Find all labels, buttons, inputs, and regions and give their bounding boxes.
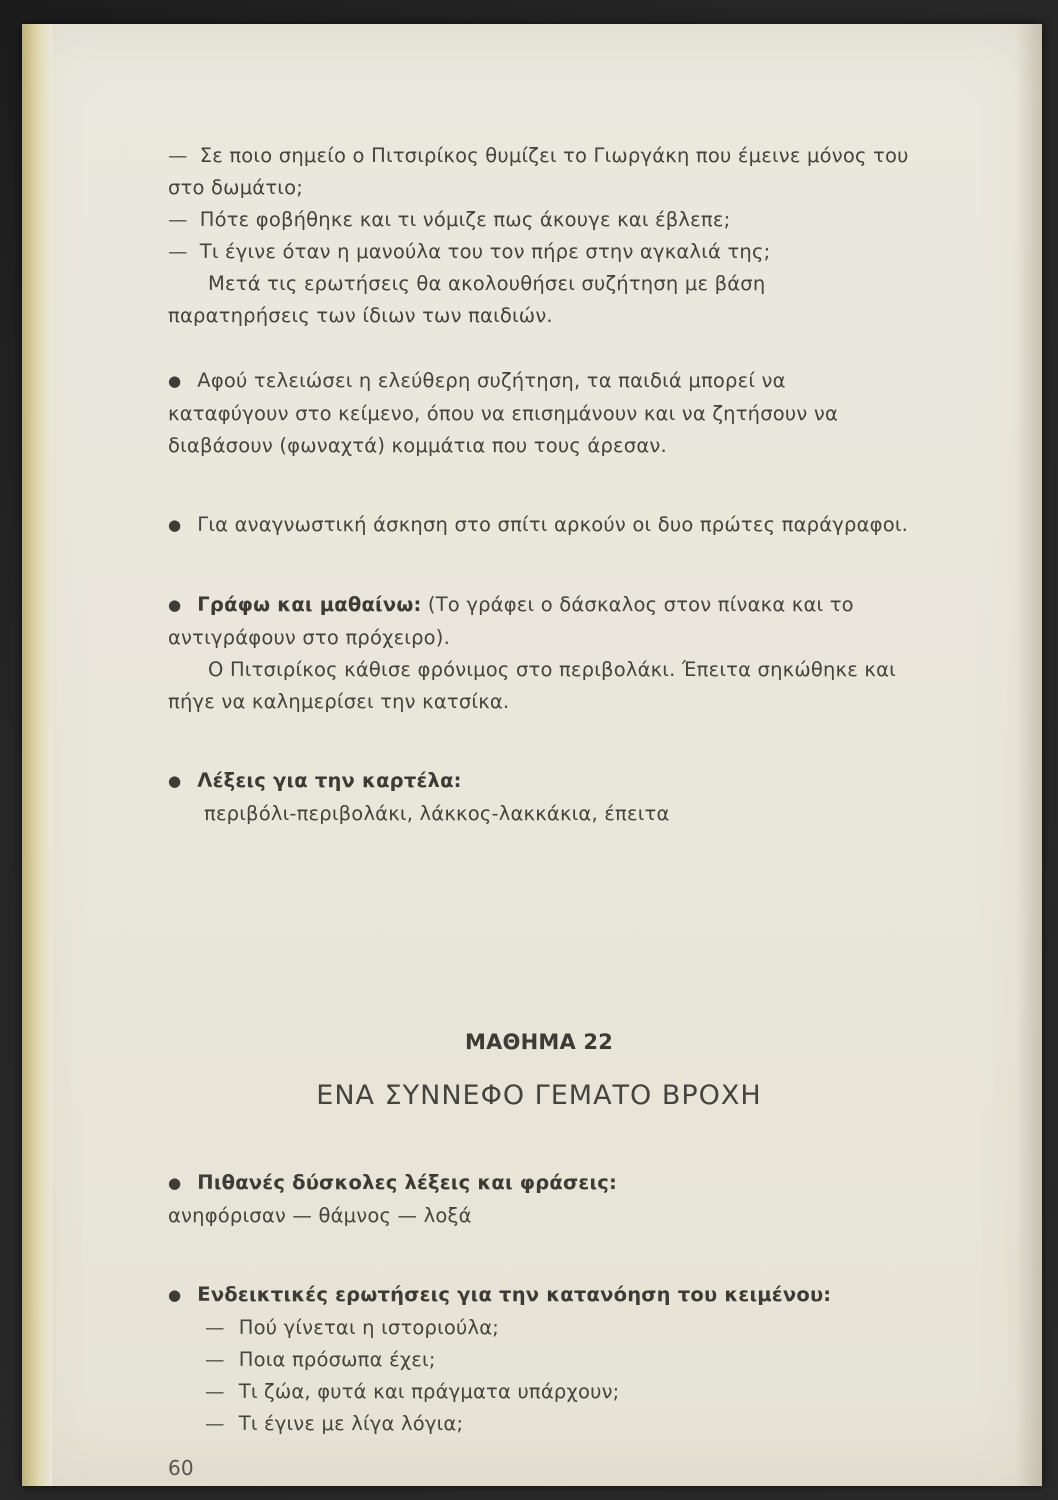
paragraph-text: Αφού τελειώσει η ελεύθερη συζήτηση, τα παιδιά μπορεί να καταφύγουν στο κείμενο, όπου να επισημάνουν και να ζητήσουν να διαβάσουν (φωναχτά) κομμάτια που τους άρεσαν.	[168, 369, 839, 457]
question-item	[168, 1376, 910, 1408]
question-text: Ποια πρόσωπα έχει;	[238, 1348, 436, 1371]
card-words-label: Λέξεις για την καρτέλα:	[197, 769, 462, 792]
dash-icon: —	[168, 144, 188, 167]
question-item	[168, 204, 910, 236]
bullet-paragraph-questions	[168, 1279, 910, 1312]
vocab-label: Πιθανές δύσκολες λέξεις και φράσεις:	[197, 1171, 617, 1194]
question-text: Σε ποιο σημείο ο Πιτσιρίκος θυμίζει το Γιωργάκη που έμεινε μόνος του στο δωμάτιο;	[168, 144, 909, 199]
bullet-icon: ●	[168, 1286, 182, 1304]
question-text: Πότε φοβήθηκε και τι νόμιζε πως άκουγε και έβλεπε;	[199, 208, 731, 231]
dash-icon: —	[168, 208, 188, 231]
lesson-title: ΕΝΑ ΣΥΝΝΕΦΟ ΓΕΜΑΤΟ ΒΡΟΧΗ	[316, 1080, 762, 1111]
card-words: περιβόλι-περιβολάκι, λάκκος-λακκάκια, έπειτα	[204, 802, 670, 825]
book-page	[22, 24, 1042, 1486]
write-learn-label: Γράφω και μαθαίνω:	[197, 593, 422, 616]
question-text: Πού γίνεται η ιστοριούλα;	[238, 1316, 500, 1339]
bullet-paragraph-reading-exercise	[168, 509, 910, 542]
paragraph-text: Για αναγνωστική άσκηση στο σπίτι αρκούν οι δυο πρώτες παράγραφοι.	[197, 513, 909, 536]
bullet-icon: ●	[168, 596, 182, 614]
page-number: 60	[168, 1456, 194, 1480]
question-item	[168, 1344, 910, 1376]
question-item	[168, 236, 910, 268]
dash-icon: —	[205, 1412, 225, 1435]
bullet-icon: ●	[168, 1174, 182, 1192]
page-right-shadow	[1016, 24, 1042, 1486]
bullet-icon: ●	[168, 772, 182, 790]
question-item	[168, 1312, 910, 1344]
bullet-paragraph-free-discussion	[168, 365, 910, 462]
bullet-paragraph-write-learn	[168, 589, 910, 654]
bullet-paragraph-card-words	[168, 765, 910, 798]
write-learn-example: Ο Πιτσιρίκος κάθισε φρόνιμος στο περιβολάκι. Έπειτα σηκώθηκε και πήγε να καλημερίσει την κατσίκα.	[168, 658, 896, 713]
vocab-words: ανηφόρισαν — θάμνος — λοξά	[168, 1204, 472, 1227]
question-text: Τι έγινε όταν η μανούλα του τον πήρε στην αγκαλιά της;	[199, 240, 771, 263]
dash-icon: —	[205, 1348, 225, 1371]
question-item	[168, 1408, 910, 1440]
lesson-heading: ΜΑΘΗΜΑ 22	[464, 1030, 614, 1054]
bullet-paragraph-vocab	[168, 1167, 910, 1200]
write-learn-text: (Το γράφει ο δάσκαλος στον πίνακα και το αντιγράφουν στο πρόχειρο).	[168, 593, 854, 649]
discussion-note: Μετά τις ερωτήσεις θα ακολουθήσει συζήτηση με βάση παρατηρήσεις των ίδιων των παιδιών.	[168, 272, 766, 327]
question-text: Τι έγινε με λίγα λόγια;	[238, 1412, 464, 1435]
dash-icon: —	[205, 1316, 225, 1339]
dash-icon: —	[168, 240, 188, 263]
bullet-icon: ●	[168, 516, 182, 534]
questions-label: Ενδεικτικές ερωτήσεις για την κατανόηση του κειμένου:	[197, 1283, 832, 1306]
page-edge-strip	[22, 24, 52, 1486]
page-content	[168, 24, 910, 1484]
question-item	[168, 140, 910, 204]
question-text: Τι ζώα, φυτά και πράγματα υπάρχουν;	[238, 1380, 620, 1403]
dash-icon: —	[205, 1380, 225, 1403]
bullet-icon: ●	[168, 372, 182, 390]
